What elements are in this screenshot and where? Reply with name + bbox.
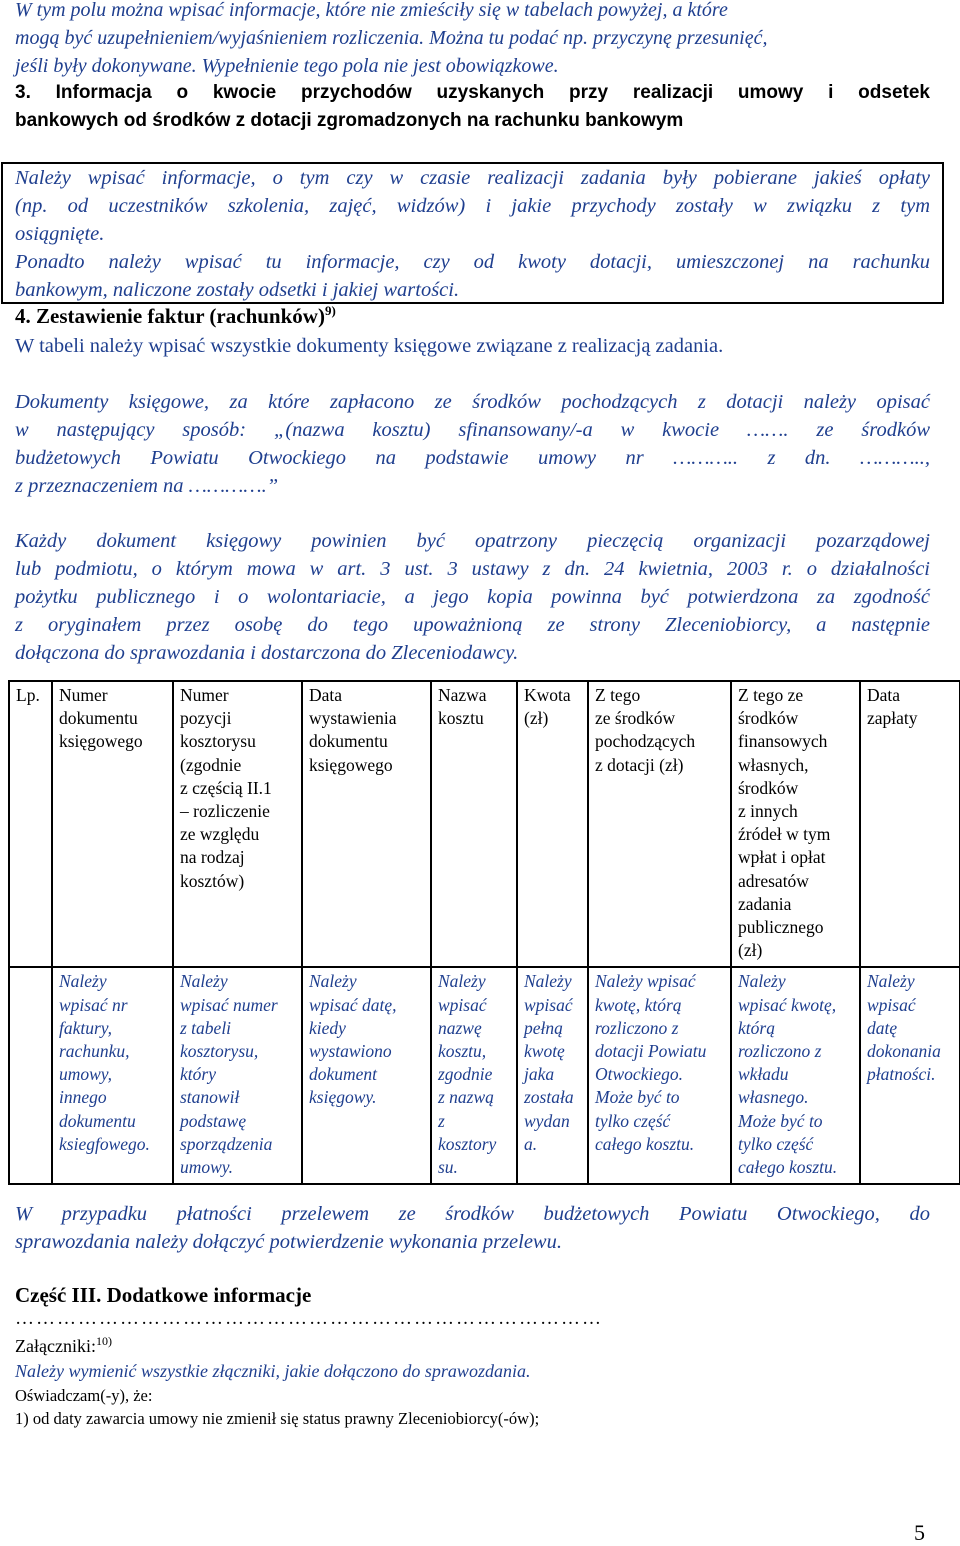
dokumenty-line-4: z przeznaczeniem na ………….” [15,475,279,497]
box-line-2: (np. od uczestników szkolenia, zajęć, widzów) i jakie przychody zostały w związku z tym [15,195,930,217]
zalaczniki-footnote: 10) [95,1334,112,1348]
cell-lp[interactable] [9,967,52,1184]
part-3-dots[interactable]: ………………………………………………………………………… [15,1308,603,1329]
part-3-title: Część III. Dodatkowe informacje [15,1283,312,1307]
header-nazwa-kosztu: Nazwa kosztu [431,681,517,967]
cell-srodki-wlasne[interactable]: Należy wpisać kwotę, którą rozliczono z wkładu własnego. Może być to tylko część całego kosztu. [731,967,860,1184]
cell-numer-dokumentu[interactable]: Należy wpisać nr faktury, rachunku, umowy, innego dokumentu ksiegfowego. [52,967,173,1184]
section-4-title: 4. Zestawienie faktur (rachunków) [15,304,325,328]
cell-data-wystawienia[interactable]: Należy wpisać datę, kiedy wystawiono dokument księgowy. [302,967,431,1184]
header-data-zaplaty: Data zapłaty [860,681,960,967]
intro-line-3: jeśli były dokonywane. Wypełnienie tego pola nie jest obowiązkowe. [15,55,559,77]
header-data-wystawienia: Data wystawienia dokumentu księgowego [302,681,431,967]
oswiadczam-label: Oświadczam(-y), że: [15,1386,153,1405]
section-4-footnote: 9) [324,303,336,318]
zalaczniki-instruction: Należy wymienić wszystkie złączniki, jakie dołączono do sprawozdania. [15,1361,531,1381]
page-number: 5 [914,1520,925,1545]
zalaczniki-text: Załączniki: [15,1336,96,1356]
table-row [9,967,960,1184]
kazdy-line-5: dołączona do sprawozdania i dostarczona do Zleceniodawcy. [15,642,519,664]
header-numer-dokumentu: Numer dokumentu księgowego [52,681,173,967]
intro-line-1: W tym polu można wpisać informacje, które nie zmieściły się w tabelach powyżej, a które [15,0,728,21]
box-line-1: Należy wpisać informacje, o tym czy w czasie realizacji zadania były pobierane jakieś opłaty [15,167,930,189]
section-4-intro: W tabeli należy wpisać wszystkie dokumenty księgowe związane z realizacją zadania. [15,335,724,357]
cell-numer-pozycji[interactable]: Należy wpisać numer z tabeli kosztorysu, który stanowił podstawę sporządzenia umowy. [173,967,302,1184]
section-3-heading-line-2: bankowych od środków z dotacji zgromadzonych na rachunku bankowym [15,110,684,131]
cell-z-dotacji[interactable]: Należy wpisać kwotę, którą rozliczono z dotacji Powiatu Otwockiego. Może być to tylko część całego kosztu. [588,967,731,1184]
header-z-dotacji: Z tego ze środków pochodzących z dotacji (zł) [588,681,731,967]
kazdy-line-1: Każdy dokument księgowy powinien być opatrzony pieczęcią organizacji pozarządowej [15,530,930,552]
kazdy-line-3: pożytku publicznego i o wolontariacie, a jego kopia powinna być potwierdzona za zgodność [15,586,930,608]
przelew-line-2: sprawozdania należy dołączyć potwierdzenie wykonania przelewu. [15,1231,562,1253]
dokumenty-line-3: budżetowych Powiatu Otwockiego na podstawie umowy nr ……….. z dn. ……….., [15,447,930,469]
section-4-heading [15,303,336,329]
box-line-4: Ponadto należy wpisać tu informacje, czy od kwoty dotacji, umieszczonej na rachunku [15,251,930,273]
header-lp: Lp. [9,681,52,967]
zalaczniki-label [15,1334,112,1357]
dokumenty-line-2: w następujący sposób: „(nazwa kosztu) sfinansowany/-a w kwocie ……. ze środków [15,419,930,441]
kazdy-line-2: lub podmiotu, o którym mowa w art. 3 ust. 3 ustawy z dn. 24 kwietnia, 2003 r. o działalności [15,558,930,580]
box-line-3: osiągnięte. [15,223,105,245]
cell-kwota[interactable]: Należy wpisać pełną kwotę jaka została wydan a. [517,967,588,1184]
header-kwota: Kwota (zł) [517,681,588,967]
intro-line-2: mogą być uzupełnieniem/wyjaśnieniem rozliczenia. Można tu podać np. przyczynę przesunięć, [15,27,768,49]
dokumenty-line-1: Dokumenty księgowe, za które zapłacono ze środków pochodzących z dotacji należy opisać [15,391,930,413]
box-line-5: bankowym, naliczone zostały odsetki i jakiej wartości. [15,279,460,301]
section-3-heading-line-1: 3. Informacja o kwocie przychodów uzyskanych przy realizacji umowy i odsetek [15,82,930,103]
header-numer-pozycji: Numer pozycji kosztorysu (zgodnie z częścią II.1 – rozliczenie ze względu na rodzaj kosztów) [173,681,302,967]
oswiadczenie-item-1: 1) od daty zawarcia umowy nie zmienił się status prawny Zleceniobiorcy(-ów); [15,1409,540,1428]
przelew-line-1: W przypadku płatności przelewem ze środków budżetowych Powiatu Otwockiego, do [15,1203,930,1225]
cell-nazwa-kosztu[interactable]: Należy wpisać nazwę kosztu, zgodnie z nazwą z kosztory su. [431,967,517,1184]
invoice-table [8,680,960,1185]
cell-data-zaplaty[interactable]: Należy wpisać datę dokonania płatności. [860,967,960,1184]
kazdy-line-4: z oryginałem przez osobę do tego upoważnioną ze strony Zleceniobiorcy, a następnie [15,614,930,636]
table-header-row [9,681,960,967]
header-srodki-wlasne: Z tego ze środków finansowych własnych, środków z innych źródeł w tym wpłat i opłat adresatów zadania publicznego (zł) [731,681,860,967]
